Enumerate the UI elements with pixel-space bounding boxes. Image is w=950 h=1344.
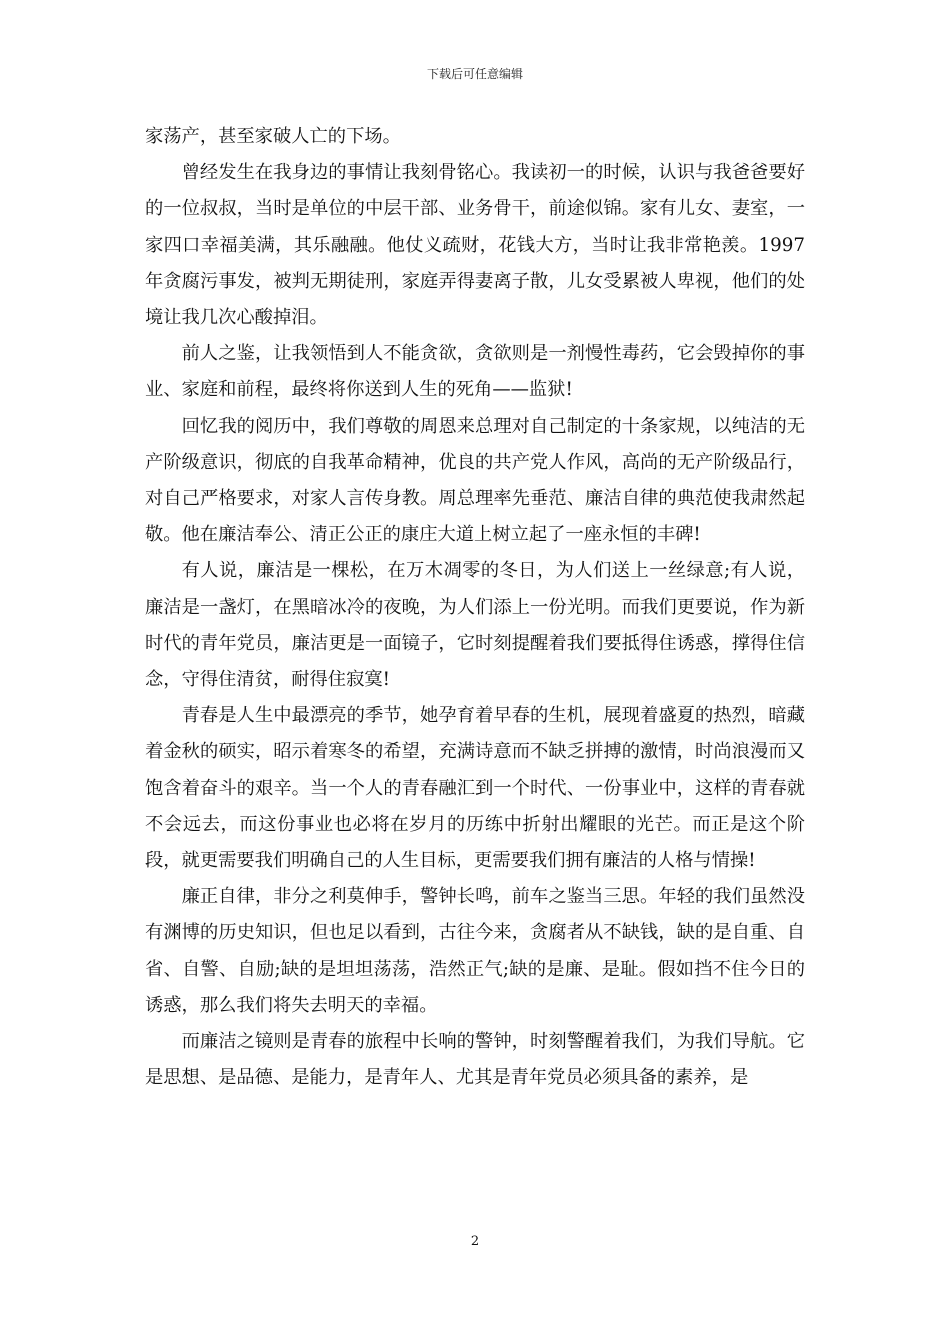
paragraph-6: 青春是人生中最漂亮的季节，她孕育着早春的生机，展现着盛夏的热烈，暗藏着金秋的硕实，昭示着寒冬的希望，充满诗意而不缺乏拼搏的激情，时尚浪漫而又饱含着奋斗的艰辛。当一个人的青春融汇到一个时代、一份事业中，这样的青春就不会远去，而这份事业也必将在岁月的历练中折射出耀眼的光芒。而正是这个阶段，就更需要我们明确自己的人生目标，更需要我们拥有廉洁的人格与情操! [145,705,805,872]
page-header: 下载后可任意编辑 [426,67,523,81]
paragraph-1: 家荡产，甚至家破人亡的下场。 [145,126,401,147]
page-number: 2 [470,1234,480,1249]
paragraph-4: 回忆我的阅历中，我们尊敬的周恩来总理对自己制定的十条家规，以纯洁的无产阶级意识，彻底的自我革命精神，优良的共产党人作风，高尚的无产阶级品行，对自己严格要求，对家人言传身教。周总理率先垂范、廉洁自律的典范使我肃然起敬。他在廉洁奉公、清正公正的康庄大道上树立起了一座永恒的丰碑! [145,415,805,546]
paragraph-7: 廉正自律，非分之利莫伸手，警钟长鸣，前车之鉴当三思。年轻的我们虽然没有渊博的历史知识，但也足以看到，古往今来，贪腐者从不缺钱，缺的是自重、自省、自警、自励;缺的是坦坦荡荡，浩然正气;缺的是廉、是耻。假如挡不住今日的诱惑，那么我们将失去明天的幸福。 [145,886,805,1016]
paragraph-8: 而廉洁之镜则是青春的旅程中长响的警钟，时刻警醒着我们，为我们导航。它是思想、是品德、是能力，是青年人、尤其是青年党员必须具备的素养，是 [145,1031,805,1089]
paragraph-3: 前人之鉴，让我领悟到人不能贪欲，贪欲则是一剂慢性毒药，它会毁掉你的事业、家庭和前程，最终将你送到人生的死角——监狱! [145,343,805,401]
paragraph-2: 曾经发生在我身边的事情让我刻骨铭心。我读初一的时候，认识与我爸爸要好的一位叔叔，当时是单位的中层干部、业务骨干，前途似锦。家有儿女、妻室，一家四口幸福美满，其乐融融。他仗义疏财，花钱大方，当时让我非常艳羡。1997年贪腐污事发，被判无期徒刑，家庭弄得妻离子散，儿女受累被人卑视，他们的处境让我几次心酸掉泪。 [145,162,805,329]
document-body [145,119,805,1096]
paragraph-5: 有人说，廉洁是一棵松，在万木凋零的冬日，为人们送上一丝绿意;有人说，廉洁是一盏灯，在黑暗冰冷的夜晚，为人们添上一份光明。而我们更要说，作为新时代的青年党员，廉洁更是一面镜子，它时刻提醒着我们要抵得住诱惑，撑得住信念，守得住清贫，耐得住寂寞! [145,560,805,691]
